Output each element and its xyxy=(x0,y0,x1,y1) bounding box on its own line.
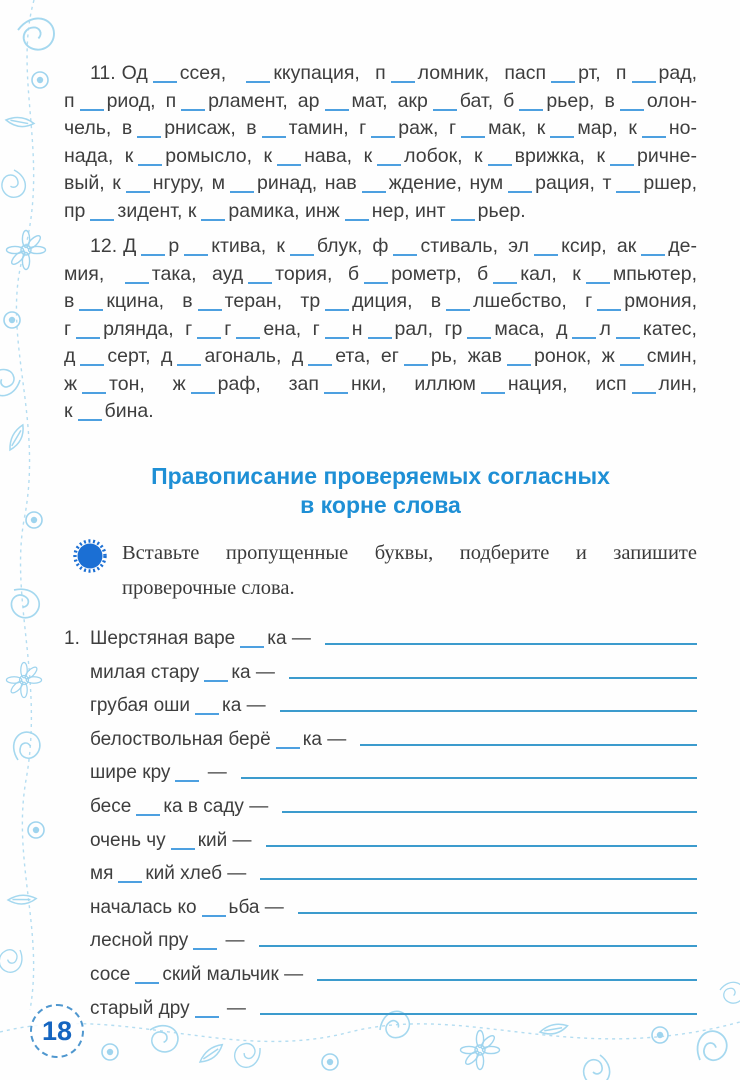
letter-gap xyxy=(136,810,160,816)
letter-gap xyxy=(620,105,644,111)
exercise-line: 11. Од ссея, ккупация, п ломник, пасп рт, п рад, xyxy=(90,62,697,84)
letter-gap xyxy=(371,132,395,138)
section-title xyxy=(64,462,697,520)
letter-gap xyxy=(324,388,348,394)
letter-gap xyxy=(82,388,106,394)
letter-gap xyxy=(616,333,640,339)
letter-gap xyxy=(80,360,104,366)
letter-gap xyxy=(572,333,596,339)
letter-gap xyxy=(345,215,369,221)
letter-gap xyxy=(276,743,300,749)
letter-gap xyxy=(368,333,392,339)
letter-gap xyxy=(534,250,558,256)
letter-gap xyxy=(78,415,102,421)
instruction-text xyxy=(122,536,697,606)
letter-gap xyxy=(246,77,270,83)
letter-gap xyxy=(197,333,221,339)
exercise-line: чель, в рнисаж, в тамин, г раж, г мак, к мар, к но- xyxy=(64,117,697,139)
task-phrase: очень чу кий — xyxy=(90,829,252,851)
exercise-line: мия, така, ауд тория, б рометр, б кал, к мпьютер, xyxy=(64,262,697,285)
letter-gap xyxy=(467,333,491,339)
letter-gap xyxy=(551,77,575,83)
letter-gap xyxy=(236,333,260,339)
answer-line xyxy=(266,845,697,847)
task-number xyxy=(64,919,90,922)
task-item xyxy=(64,620,697,654)
letter-gap xyxy=(171,844,195,850)
exercise-line: д серт, д агональ, д ета, ег рь, жав ронок, ж смин, xyxy=(64,345,697,367)
letter-gap xyxy=(195,709,219,715)
task-number xyxy=(64,986,90,989)
task-phrase: милая стару ка — xyxy=(90,661,275,683)
exercise-line: вый, к нгуру, м ринад, нав ждение, нум рация, т ршер, xyxy=(64,172,698,194)
task-number xyxy=(64,717,90,720)
letter-gap xyxy=(138,160,162,166)
task-number xyxy=(64,751,90,754)
letter-gap xyxy=(80,105,104,111)
exercise-line: нада, к ромысло, к нава, к лобок, к врижка, к ричне- xyxy=(64,144,697,167)
letter-gap xyxy=(191,388,215,394)
answer-line xyxy=(298,912,697,914)
task-phrase: грубая оши ка — xyxy=(90,695,266,717)
letter-gap xyxy=(446,305,470,311)
task-phrase: белоствольная берё ка — xyxy=(90,728,347,750)
task-number xyxy=(64,684,90,687)
task-item xyxy=(64,888,697,922)
letter-gap xyxy=(642,132,666,138)
letter-gap xyxy=(118,877,142,883)
answer-line xyxy=(360,744,697,746)
task-phrase: бесе ка в саду — xyxy=(90,796,269,818)
letter-gap xyxy=(433,105,457,111)
letter-gap xyxy=(586,278,610,284)
letter-gap xyxy=(391,77,415,83)
task-number xyxy=(64,952,90,955)
letter-gap xyxy=(184,250,208,256)
task-phrase: сосе ский мальчик — xyxy=(90,964,304,986)
exercise-11-paragraph xyxy=(64,60,697,225)
letter-gap xyxy=(550,132,574,138)
exercise-line: п риод, п рламент, ар мат, акр бат, б рьер, в олон- xyxy=(64,89,698,112)
letter-gap xyxy=(377,160,401,166)
task-phrase: старый дру — xyxy=(90,997,246,1019)
task-item xyxy=(64,989,697,1023)
task-number xyxy=(64,885,90,888)
letter-gap xyxy=(481,388,505,394)
answer-line xyxy=(280,710,697,712)
task-phrase: лесной пру — xyxy=(90,930,245,952)
task-item xyxy=(64,687,697,721)
letter-gap xyxy=(488,160,512,166)
page-number: 18 xyxy=(41,1015,73,1046)
letter-gap xyxy=(519,105,543,111)
letter-gap xyxy=(153,77,177,83)
task-item xyxy=(64,955,697,989)
exercise-number: 12. xyxy=(90,235,118,257)
task-item xyxy=(64,720,697,754)
letter-gap xyxy=(620,360,644,366)
answer-line xyxy=(241,777,697,779)
answer-line xyxy=(289,677,697,679)
letter-gap xyxy=(493,278,517,284)
exercise-line: к бина. xyxy=(64,400,154,422)
task-item xyxy=(64,653,697,687)
letter-gap xyxy=(632,388,656,394)
task-instruction xyxy=(64,536,697,606)
task-phrase: Шерстяная варе ка — xyxy=(90,628,311,650)
page-number-badge xyxy=(30,1004,84,1058)
task-number xyxy=(64,818,90,821)
letter-gap xyxy=(597,305,621,311)
instruction-line1: Вставьте пропущенные буквы, подберите и запишите xyxy=(122,541,697,564)
letter-gap xyxy=(175,776,199,782)
section-title-line2: в корне слова xyxy=(300,491,461,518)
letter-gap xyxy=(641,250,665,256)
letter-gap xyxy=(137,132,161,138)
letter-gap xyxy=(141,250,165,256)
letter-gap xyxy=(610,160,634,166)
letter-gap xyxy=(76,333,100,339)
letter-gap xyxy=(195,1012,219,1018)
task-item xyxy=(64,855,697,889)
letter-gap xyxy=(181,105,205,111)
letter-gap xyxy=(204,676,228,682)
task-item xyxy=(64,821,697,855)
task-number xyxy=(64,784,90,787)
letter-gap xyxy=(193,944,217,950)
answer-line xyxy=(260,1013,697,1015)
letter-gap xyxy=(325,333,349,339)
letter-gap xyxy=(325,305,349,311)
letter-gap xyxy=(201,215,225,221)
exercise-line: 12. Д р ктива, к блук, ф стиваль, эл ксир, ак де- xyxy=(90,235,697,257)
letter-gap xyxy=(90,215,114,221)
answer-line xyxy=(282,811,697,813)
letter-gap xyxy=(177,360,201,366)
task-number xyxy=(64,852,90,855)
answer-line xyxy=(259,945,697,947)
exercise-line: г рлянда, г г ена, г н рал, гр маса, д л катес, xyxy=(64,317,697,340)
letter-gap xyxy=(507,360,531,366)
letter-gap xyxy=(126,187,150,193)
task-item xyxy=(64,754,697,788)
letter-gap xyxy=(632,77,656,83)
letter-gap xyxy=(308,360,332,366)
task-item xyxy=(64,922,697,956)
letter-gap xyxy=(364,278,388,284)
letter-gap xyxy=(404,360,428,366)
burst-badge-icon xyxy=(72,538,108,574)
fill-in-list xyxy=(64,620,697,1023)
letter-gap xyxy=(616,187,640,193)
letter-gap xyxy=(230,187,254,193)
letter-gap xyxy=(362,187,386,193)
letter-gap xyxy=(290,250,314,256)
section-title-line1: Правописание проверяемых согласных xyxy=(151,462,610,489)
letter-gap xyxy=(202,911,226,917)
exercise-line: в кцина, в теран, тр диция, в лшебство, г рмония, xyxy=(64,290,698,312)
answer-line xyxy=(325,643,697,645)
task-phrase: шире кру — xyxy=(90,762,227,784)
letter-gap xyxy=(461,132,485,138)
letter-gap xyxy=(451,215,475,221)
answer-line xyxy=(260,878,697,880)
letter-gap xyxy=(508,187,532,193)
letter-gap xyxy=(125,278,149,284)
letter-gap xyxy=(393,250,417,256)
exercise-line: ж тон, ж раф, зап нки, иллюм нация, исп лин, xyxy=(64,372,697,395)
task-phrase: началась ко ьба — xyxy=(90,896,284,918)
letter-gap xyxy=(277,160,301,166)
task-number: 1. xyxy=(64,628,80,650)
exercise-12-paragraph xyxy=(64,233,697,426)
task-item xyxy=(64,787,697,821)
letter-gap xyxy=(198,305,222,311)
letter-gap xyxy=(248,278,272,284)
task-phrase: мя кий хлеб — xyxy=(90,863,247,885)
letter-gap xyxy=(79,305,103,311)
exercise-number: 11. xyxy=(90,62,116,84)
page-content xyxy=(64,60,697,1023)
letter-gap xyxy=(262,132,286,138)
letter-gap xyxy=(240,642,264,648)
letter-gap xyxy=(135,978,159,984)
exercise-line: пр зидент, к рамика, инж нер, инт рьер. xyxy=(64,199,526,222)
instruction-line2: проверочные слова. xyxy=(122,576,295,599)
answer-line xyxy=(317,979,697,981)
letter-gap xyxy=(325,105,349,111)
